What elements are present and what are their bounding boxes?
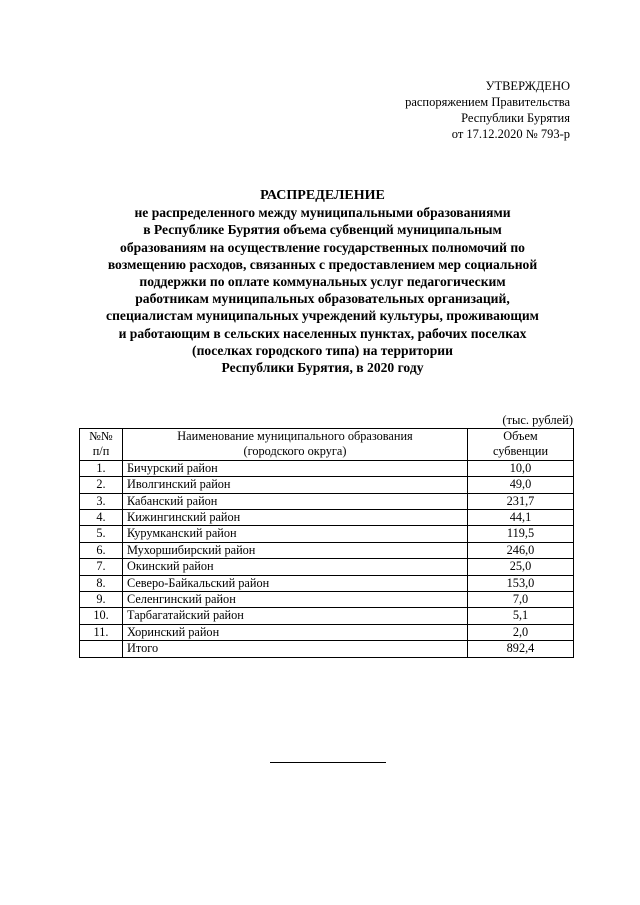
row-value: 246,0 [468,542,574,558]
table-row [80,493,574,509]
table-row [80,542,574,558]
title-line: Республики Бурятия, в 2020 году [221,360,424,376]
row-number: 7. [80,559,123,575]
table-row [80,624,574,640]
header-number-line: п/п [92,444,110,459]
header-value-line: Объем [503,429,538,443]
row-value: 119,5 [468,526,574,542]
row-number: 4. [80,510,123,526]
row-name: Тарбагатайский район [123,608,468,624]
header-value [468,429,574,461]
header-name-line: Наименование муниципального образования [177,429,413,443]
row-name: Хоринский район [123,624,468,640]
row-value: 2,0 [468,624,574,640]
approval-title: УТВЕРЖДЕНО [485,79,570,93]
table-row [80,559,574,575]
header-value-line: субвенции [492,444,549,459]
table-row [80,608,574,624]
row-value: 231,7 [468,493,574,509]
closing-line-divider [270,762,386,763]
row-name: Бичурский район [123,460,468,476]
row-name: Иволгинский район [123,477,468,493]
row-value: 5,1 [468,608,574,624]
row-name: Курумканский район [123,526,468,542]
row-name: Северо-Байкальский район [123,575,468,591]
title-line: образованиям на осуществление государственных полномочий по [120,239,525,255]
title-line: поддержки по оплате коммунальных услуг педагогическим [139,274,506,290]
row-number: 2. [80,477,123,493]
row-number: 10. [80,608,123,624]
row-value: 25,0 [468,559,574,575]
units-label: (тыс. рублей) [502,413,573,427]
distribution-table [79,428,574,658]
approval-by: распоряжением Правительства [405,95,570,109]
row-number: 1. [80,460,123,476]
table-row [80,575,574,591]
table-row [80,510,574,526]
header-name-line: (городского округа) [243,444,347,459]
title-line: не распределенного между муниципальными образованиями [134,205,511,221]
header-name [123,429,468,461]
title-line: в Республике Бурятия объема субвенций муниципальным [143,222,502,238]
document-title [70,187,575,376]
table-total-row [80,641,574,657]
title-line: (поселках городского типа) на территории [192,342,453,358]
title-line: и работающим в сельских населенных пунктах, рабочих поселках [118,325,527,341]
total-number [80,641,123,657]
row-name: Кабанский район [123,493,468,509]
row-name: Кижингинский район [123,510,468,526]
approval-republic: Республики Бурятия [461,111,570,125]
title-heading: РАСПРЕДЕЛЕНИЕ [260,188,385,203]
title-line: специалистам муниципальных учреждений культуры, проживающим [106,308,539,324]
table-row [80,526,574,542]
row-number: 3. [80,493,123,509]
title-line: работникам муниципальных образовательных организаций, [135,291,510,307]
table-header-row [80,429,574,461]
row-value: 49,0 [468,477,574,493]
header-number-line: №№ [89,429,113,443]
row-number: 11. [80,624,123,640]
total-label: Итого [123,641,468,657]
row-value: 44,1 [468,510,574,526]
header-number [80,429,123,461]
row-value: 7,0 [468,592,574,608]
row-number: 5. [80,526,123,542]
row-value: 10,0 [468,460,574,476]
approval-block [405,78,570,142]
row-number: 8. [80,575,123,591]
row-number: 9. [80,592,123,608]
table-row [80,460,574,476]
row-name: Окинский район [123,559,468,575]
row-name: Мухоршибирский район [123,542,468,558]
approval-date-number: от 17.12.2020 № 793-р [451,127,570,141]
row-name: Селенгинский район [123,592,468,608]
table-row [80,477,574,493]
table-row [80,592,574,608]
row-number: 6. [80,542,123,558]
title-line: возмещению расходов, связанных с предоставлением мер социальной [107,256,538,272]
row-value: 153,0 [468,575,574,591]
total-value: 892,4 [468,641,574,657]
